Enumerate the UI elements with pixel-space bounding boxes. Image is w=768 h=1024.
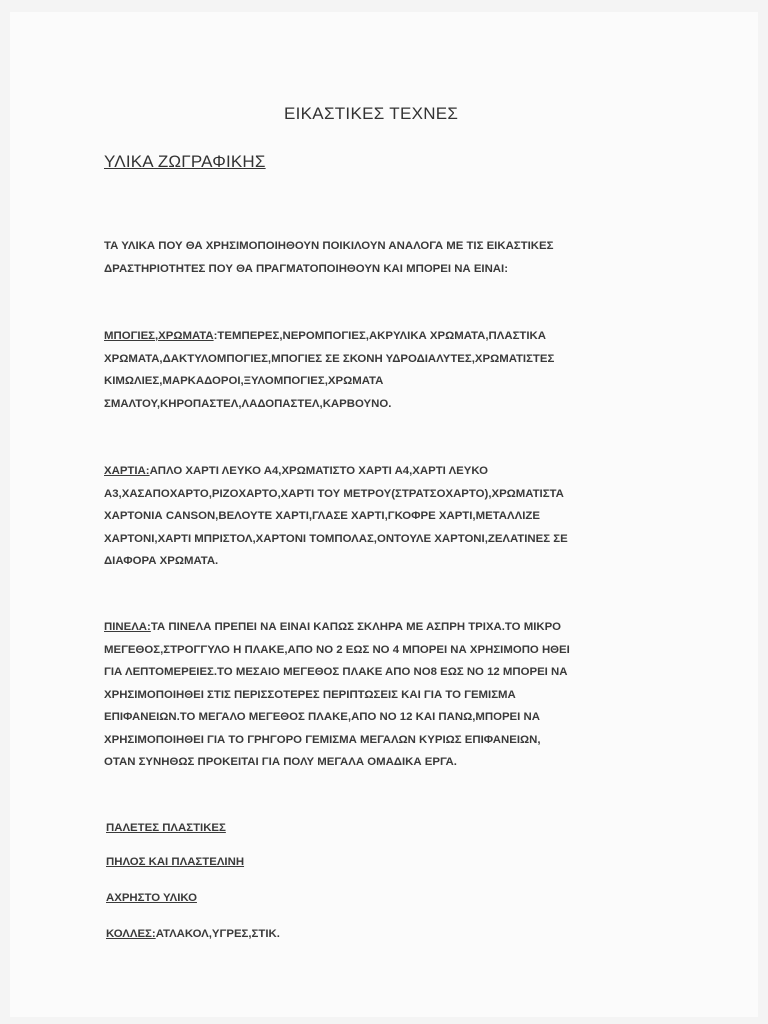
list-item: ΠΑΛΕΤΕΣ ΠΛΑΣΤΙΚΕΣ [106, 822, 226, 834]
colors-heading: ΜΠΟΓΙΕΣ,ΧΡΩΜΑΤΑ [104, 330, 214, 342]
brushes-heading: ΠΙΝΕΛΑ: [104, 621, 151, 633]
glues-paragraph [106, 928, 280, 940]
paper-line: ΑΠΛΟ ΧΑΡΤΙ ΛΕΥΚΟ Α4,ΧΡΩΜΑΤΙΣΤΟ ΧΑΡΤΙ Α4,ΧΑΡΤΙ ΛΕΥΚΟ [149, 465, 488, 477]
glues-text: ΑΤΛΑΚΟΛ,ΥΓΡΕΣ,ΣΤΙΚ. [155, 928, 280, 940]
list-item: ΑΧΡΗΣΤΟ ΥΛΙΚΟ [106, 892, 197, 904]
brushes-line: ΕΠΙΦΑΝΕΙΩΝ.ΤΟ ΜΕΓΑΛΟ ΜΕΓΕΘΟΣ ΠΛΑΚΕ,ΑΠΟ ΝΟ 12 ΚΑΙ ΠΑΝΩ,ΜΠΟΡΕΙ ΝΑ [104, 711, 540, 723]
brushes-line: ΟΤΑΝ ΣΥΝΗΘΩΣ ΠΡΟΚΕΙΤΑΙ ΓΙΑ ΠΟΛΥ ΜΕΓΑΛΑ ΟΜΑΔΙΚΑ ΕΡΓΑ. [104, 756, 457, 768]
intro-paragraph [104, 235, 664, 280]
brushes-line: ΧΡΗΣΙΜΟΠΟΙΗΘΕΙ ΣΤΙΣ ΠΕΡΙΣΣΟΤΕΡΕΣ ΠΕΡΙΠΤΩΣΕΙΣ ΚΑΙ ΓΙΑ ΤΟ ΓΕΜΙΣΜΑ [104, 688, 516, 701]
intro-line: ΤΑ ΥΛΙΚΑ ΠΟΥ ΘΑ ΧΡΗΣΙΜΟΠΟΙΗΘΟΥΝ ΠΟΙΚΙΛΟΥΝ ΑΝΑΛΟΓΑ ΜΕ ΤΙΣ ΕΙΚΑΣΤΙΚΕΣ [104, 240, 554, 252]
paper-heading: ΧΑΡΤΙΑ: [104, 465, 150, 477]
brushes-line: ΤΑ ΠΙΝΕΛΑ ΠΡΕΠΕΙ ΝΑ ΕΙΝΑΙ ΚΑΠΩΣ ΣΚΛΗΡΑ ΜΕ ΑΣΠΡΗ ΤΡΙΧΑ.ΤΟ ΜΙΚΡΟ [150, 621, 562, 633]
intro-line: ΔΡΑΣΤΗΡΙΟΤΗΤΕΣ ΠΟΥ ΘΑ ΠΡΑΓΜΑΤΟΠΟΙΗΘΟΥΝ ΚΑΙ ΜΠΟΡΕΙ ΝΑ ΕΙΝΑΙ: [104, 262, 508, 275]
colors-line: :ΤΕΜΠΕΡΕΣ,ΝΕΡΟΜΠΟΓΙΕΣ,ΑΚΡΥΛΙΚΑ ΧΡΩΜΑΤΑ,ΠΛΑΣΤΙΚΑ [213, 330, 546, 342]
page-title: ΕΙΚΑΣΤΙΚΕΣ ΤΕΧΝΕΣ [284, 104, 459, 123]
paper-paragraph [104, 460, 664, 573]
brushes-line: ΧΡΗΣΙΜΟΠΟΙΗΘΕΙ ΓΙΑ ΤΟ ΓΡΗΓΟΡΟ ΓΕΜΙΣΜΑ ΜΕΓΑΛΩΝ ΚΥΡΙΩΣ ΕΠΙΦΑΝΕΙΩΝ, [104, 733, 541, 746]
paper-line: Α3,ΧΑΣΑΠΟΧΑΡΤΟ,ΡΙΖΟΧΑΡΤΟ,ΧΑΡΤΙ ΤΟΥ ΜΕΤΡΟΥ(ΣΤΡΑΤΣΟΧΑΡΤΟ),ΧΡΩΜΑΤΙΣΤΑ [104, 487, 564, 500]
paper-line: ΧΑΡΤΟΝΙ,ΧΑΡΤΙ ΜΠΡΙΣΤΟΛ,ΧΑΡΤΟΝΙ ΤΟΜΠΟΛΑΣ,ΟΝΤΟΥΛΕ ΧΑΡΤΟΝΙ,ΖΕΛΑΤΙΝΕΣ ΣΕ [104, 532, 568, 545]
brushes-line: ΜΕΓΕΘΟΣ,ΣΤΡΟΓΓΥΛΟ Η ΠΛΑΚΕ,ΑΠΟ ΝΟ 2 ΕΩΣ ΝΟ 4 ΜΠΟΡΕΙ ΝΑ ΧΡΗΣΙΜΟΠΟ ΗΘΕΙ [104, 643, 570, 656]
brushes-line: ΓΙΑ ΛΕΠΤΟΜΕΡΕΙΕΣ.ΤΟ ΜΕΣΑΙΟ ΜΕΓΕΘΟΣ ΠΛΑΚΕ ΑΠΟ ΝΟ8 ΕΩΣ ΝΟ 12 ΜΠΟΡΕΙ ΝΑ [104, 666, 568, 678]
paper-line: ΔΙΑΦΟΡΑ ΧΡΩΜΑΤΑ. [104, 555, 219, 567]
list-item: ΠΗΛΟΣ ΚΑΙ ΠΛΑΣΤΕΛΙΝΗ [106, 856, 245, 868]
colors-line: ΣΜΑΛΤΟΥ,ΚΗΡΟΠΑΣΤΕΛ,ΛΑΔΟΠΑΣΤΕΛ,ΚΑΡΒΟΥΝΟ. [104, 397, 392, 410]
paper-line: ΧΑΡΤΟΝΙΑ CANSON,ΒΕΛΟΥΤΕ ΧΑΡΤΙ,ΓΛΑΣΕ ΧΑΡΤΙ,ΓΚΟΦΡΕ ΧΑΡΤΙ,ΜΕΤΑΛΛΙΖΕ [104, 510, 540, 522]
colors-paragraph [104, 325, 664, 415]
colors-line: ΚΙΜΩΛΙΕΣ,ΜΑΡΚΑΔΟΡΟΙ,ΞΥΛΟΜΠΟΓΙΕΣ,ΧΡΩΜΑΤΑ [104, 375, 384, 387]
section-heading: ΥΛΙΚΑ ΖΩΓΡΑΦΙΚΗΣ [104, 152, 266, 171]
brushes-paragraph [104, 616, 664, 774]
colors-line: ΧΡΩΜΑΤΑ,ΔΑΚΤΥΛΟΜΠΟΓΙΕΣ,ΜΠΟΓΙΕΣ ΣΕ ΣΚΟΝΗ ΥΔΡΟΔΙΑΛΥΤΕΣ,ΧΡΩΜΑΤΙΣΤΕΣ [104, 352, 555, 365]
glues-heading: ΚΟΛΛΕΣ: [106, 928, 156, 940]
